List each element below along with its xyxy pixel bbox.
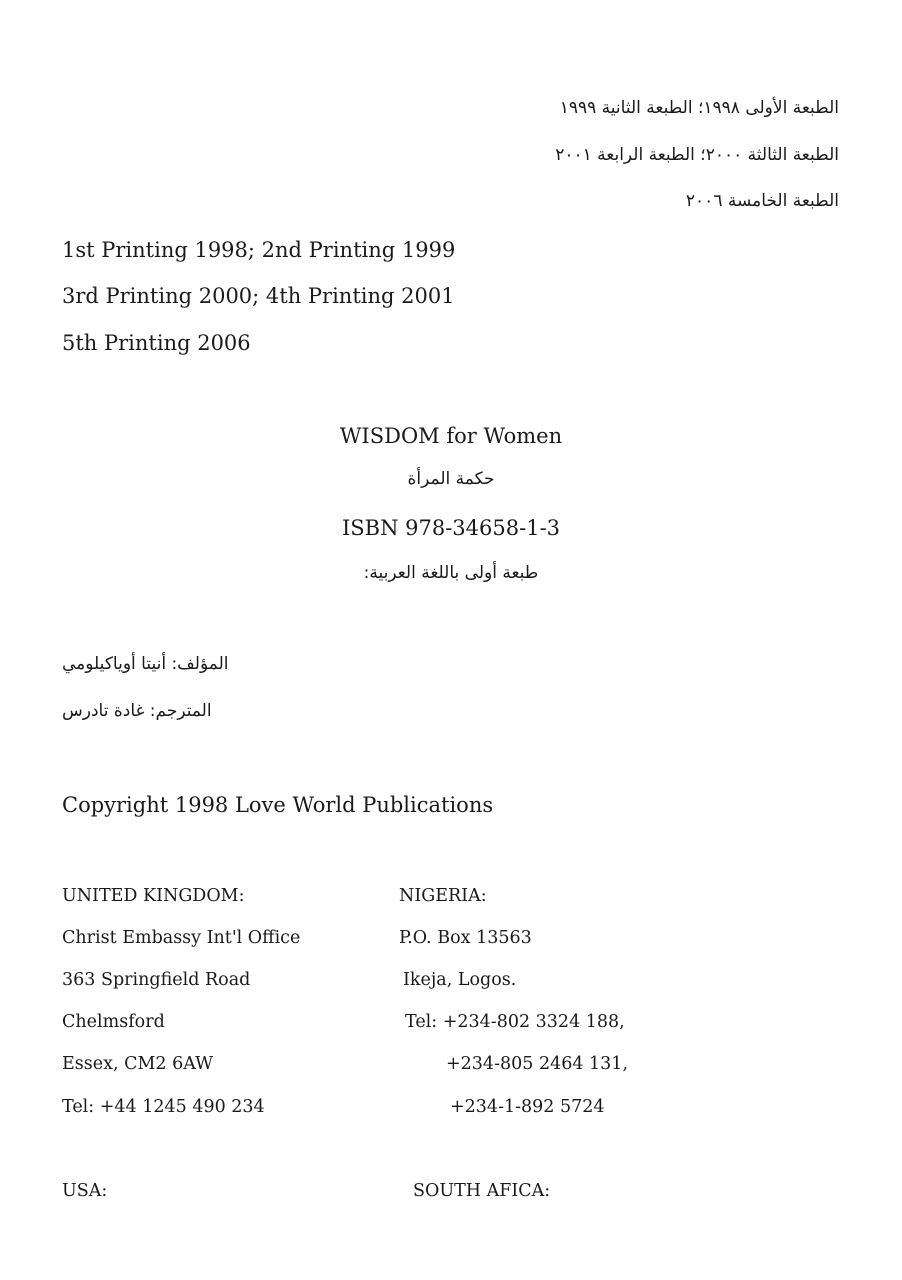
nigeria-phone: +234-805 2464 131, (446, 1054, 629, 1074)
book-title-english: WISDOM for Women (339, 424, 563, 448)
english-printing-line-2: 3rd Printing 2000; 4th Printing 2001 (62, 284, 455, 308)
nigeria-heading: NIGERIA: (399, 886, 487, 906)
nigeria-address-line: P.O. Box 13563 (399, 928, 532, 948)
translator-credit: المترجم: غادة تادرس (62, 701, 212, 721)
uk-heading: UNITED KINGDOM: (62, 886, 245, 906)
usa-heading: USA: (62, 1181, 108, 1201)
arabic-printing-line-1: الطبعة الأولى ١٩٩٨؛ الطبعة الثانية ١٩٩٩ (559, 98, 839, 118)
arabic-printing-line-3: الطبعة الخامسة ٢٠٠٦ (685, 191, 839, 211)
arabic-printing-line-2: الطبعة الثالثة ٢٠٠٠؛ الطبعة الرابعة ٢٠٠١ (555, 145, 839, 165)
isbn: ISBN 978-34658-1-3 (341, 516, 561, 540)
english-printing-line-3: 5th Printing 2006 (62, 331, 251, 355)
english-printing-line-1: 1st Printing 1998; 2nd Printing 1999 (62, 238, 456, 262)
uk-phone: Tel: +44 1245 490 234 (62, 1097, 265, 1117)
book-title-arabic: حكمة المرأة (407, 469, 495, 489)
arabic-edition-note: طبعة أولى باللغة العربية: (363, 563, 539, 583)
nigeria-phone: +234-1-892 5724 (450, 1097, 605, 1117)
author-credit: المؤلف: أنيتا أوياكيلومي (62, 654, 229, 674)
uk-address-line: Essex, CM2 6AW (62, 1054, 214, 1074)
nigeria-phone: Tel: +234-802 3324 188, (405, 1012, 625, 1032)
uk-address-line: 363 Springfield Road (62, 970, 251, 990)
south-africa-heading: SOUTH AFICA: (413, 1181, 551, 1201)
copyright-line: Copyright 1998 Love World Publications (62, 793, 494, 817)
nigeria-address-line: Ikeja, Logos. (403, 970, 517, 990)
uk-address-line: Chelmsford (62, 1012, 165, 1032)
uk-address-line: Christ Embassy Int'l Office (62, 928, 301, 948)
